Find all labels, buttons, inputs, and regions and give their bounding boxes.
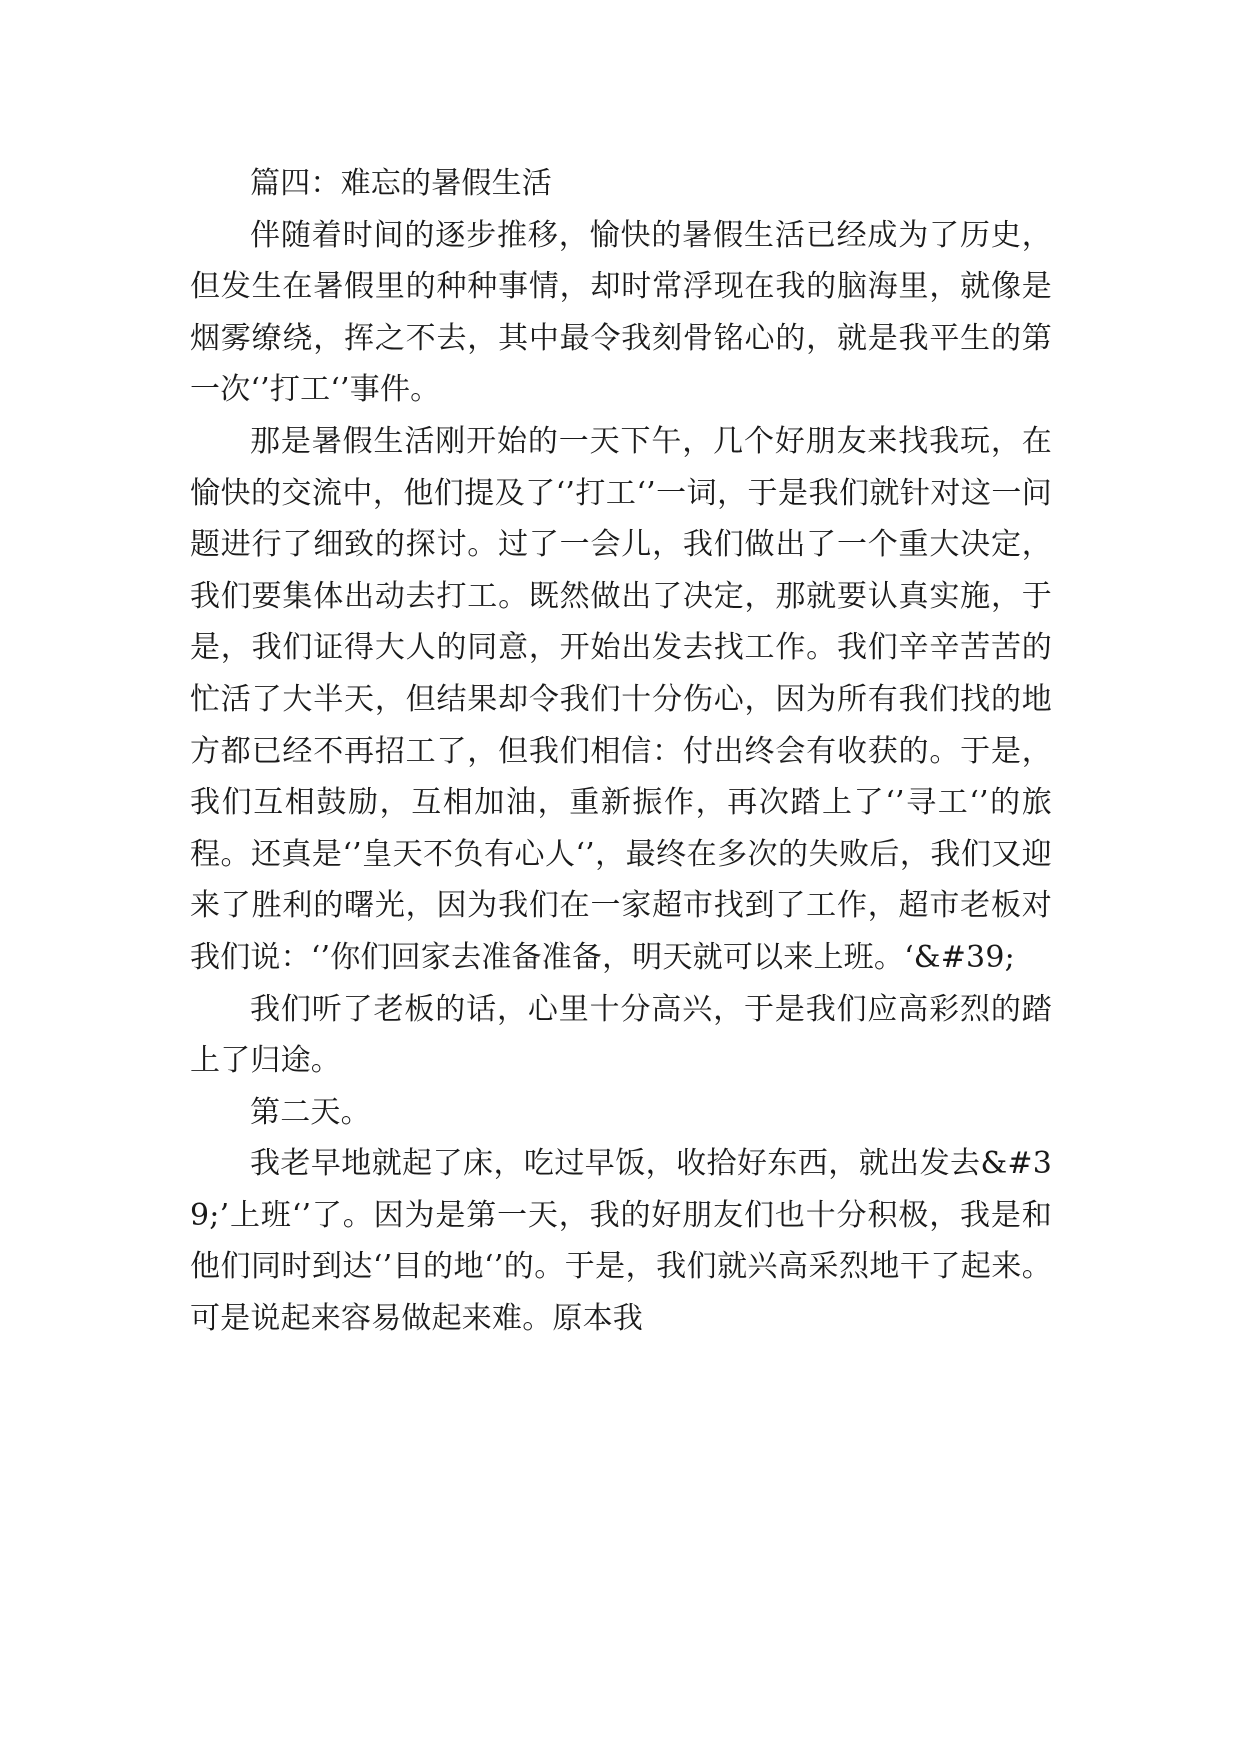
paragraph-first-work-day: 我老早地就起了床，吃过早饭，收拾好东西，就出发去&#39;’上班‘’了。因为是第一天，我的好朋友们也十分积极，我是和他们同时到达‘’目的地‘’的。于是，我们就兴高采烈地干了起来。可是说起来容易做起来难。原本我: [190, 1146, 1052, 1337]
paragraph-return-home: 我们听了老板的话，心里十分高兴，于是我们应高彩烈的踏上了归途。: [190, 991, 1052, 1079]
paragraph-intro: 伴随着时间的逐步推移，愉快的暑假生活已经成为了历史，但发生在暑假里的种种事情，却时常浮现在我的脑海里，就像是烟雾缭绕，挥之不去，其中最令我刻骨铭心的，就是我平生的第一次‘’打工‘’事件。: [190, 217, 1052, 408]
document-page: [190, 158, 1052, 1345]
paragraph-job-search: 那是暑假生活刚开始的一天下午，几个好朋友来找我玩，在愉快的交流中，他们提及了‘’打工‘’一词，于是我们就针对这一问题进行了细致的探讨。过了一会儿，我们做出了一个重大决定，我们要集体出动去打工。既然做出了决定，那就要认真实施，于是，我们证得大人的同意，开始出发去找工作。我们辛辛苦苦的忙活了大半天，但结果却令我们十分伤心，因为所有我们找的地方都已经不再招工了，但我们相信：付出终会有收获的。于是，我们互相鼓励，互相加油，重新振作，再次踏上了‘’寻工‘’的旅程。还真是‘’皇天不负有心人‘’，最终在多次的失败后，我们又迎来了胜利的曙光，因为我们在一家超市找到了工作，超市老板对我们说：‘’你们回家去准备准备，明天就可以来上班。‘&#39;: [190, 423, 1052, 975]
paragraph-title: 篇四：难忘的暑假生活: [250, 166, 552, 201]
paragraph-next-day: 第二天。: [250, 1094, 371, 1130]
